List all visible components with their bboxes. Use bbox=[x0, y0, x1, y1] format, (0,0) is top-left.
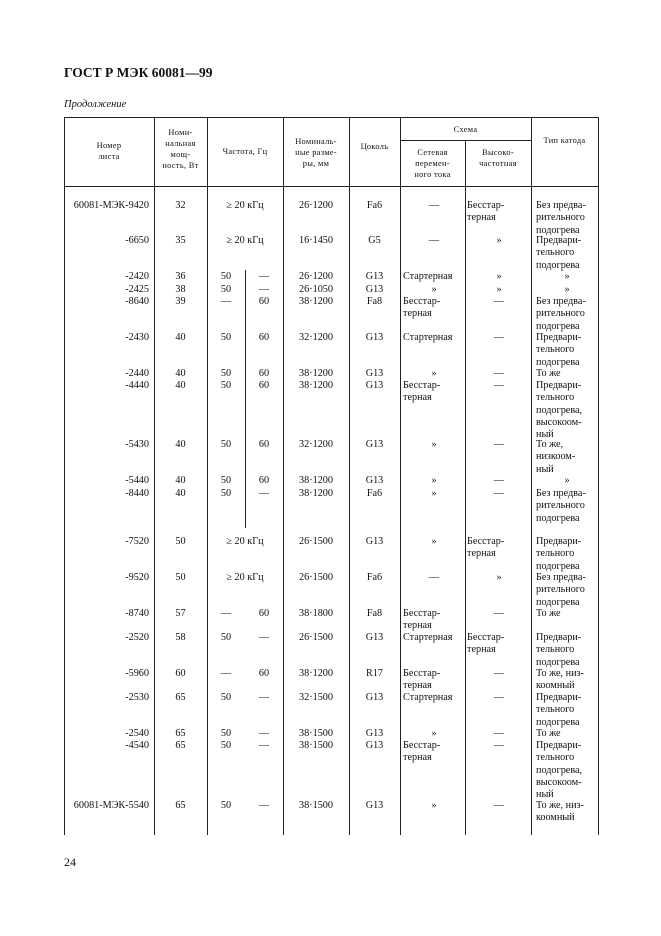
header-dims: Номиналь- ные разме- ры, мм bbox=[295, 137, 337, 168]
cell-dims: 38·1200 bbox=[299, 368, 333, 379]
cell-sheet: -5440 bbox=[125, 475, 149, 486]
cell-sheet: 60081-МЭК-5540 bbox=[73, 800, 149, 811]
cell-f60: 60 bbox=[258, 439, 270, 450]
cell-ac: Бесстар- терная bbox=[403, 668, 441, 692]
cell-base: R17 bbox=[366, 668, 383, 679]
cell-base: Fa6 bbox=[366, 572, 383, 583]
cell-sheet: -2520 bbox=[125, 632, 149, 643]
cell-base: G13 bbox=[365, 728, 384, 739]
cell-base: G13 bbox=[365, 332, 384, 343]
cell-dims: 26·1200 bbox=[299, 200, 333, 211]
cell-ac: » bbox=[431, 800, 437, 811]
header-scheme-hf: Высоко- частотная bbox=[479, 148, 517, 168]
cell-ac: Бесстар- терная bbox=[403, 380, 441, 404]
cell-ac: » bbox=[431, 488, 437, 499]
cell-f50: 50 bbox=[220, 800, 232, 811]
cell-hf: — bbox=[493, 800, 505, 811]
cell-cathode: Предвари- тельного подогрева bbox=[536, 692, 582, 728]
cell-sheet: -2430 bbox=[125, 332, 149, 343]
cell-hf: — bbox=[493, 728, 505, 739]
cell-power: 36 bbox=[175, 271, 186, 282]
cell-f60: 60 bbox=[258, 380, 270, 391]
cell-fhf: ≥ 20 кГц bbox=[226, 235, 264, 246]
cell-hf: » bbox=[496, 235, 502, 246]
cell-sheet: -5430 bbox=[125, 439, 149, 450]
cell-cathode: То же, низ- коомный bbox=[536, 800, 584, 824]
cell-sheet: -2540 bbox=[125, 728, 149, 739]
cell-sheet: -2420 bbox=[125, 271, 149, 282]
cell-ac: » bbox=[431, 536, 437, 547]
header-base: Цоколь bbox=[360, 142, 389, 151]
cell-ac: Стартерная bbox=[403, 271, 453, 282]
cell-cathode: » bbox=[564, 475, 570, 486]
cell-hf: — bbox=[493, 332, 505, 343]
cell-f50: 50 bbox=[220, 692, 232, 703]
cell-f50: 50 bbox=[220, 728, 232, 739]
cell-cathode: То же, низ- коомный bbox=[536, 668, 584, 692]
cell-power: 50 bbox=[175, 536, 186, 547]
cell-f60: 60 bbox=[258, 296, 270, 307]
cell-cathode: То же, низкоом- ный bbox=[536, 439, 576, 475]
cell-power: 65 bbox=[175, 692, 186, 703]
cell-base: Fa8 bbox=[366, 608, 383, 619]
cell-base: G13 bbox=[365, 632, 384, 643]
cell-power: 40 bbox=[175, 439, 186, 450]
cell-hf: Бесстар- терная bbox=[467, 200, 505, 224]
cell-dims: 16·1450 bbox=[299, 235, 333, 246]
cell-base: G13 bbox=[365, 740, 384, 751]
cell-f50: 50 bbox=[220, 439, 232, 450]
cell-hf: — bbox=[493, 668, 505, 679]
cell-power: 39 bbox=[175, 296, 186, 307]
cell-power: 58 bbox=[175, 632, 186, 643]
cell-f60: 60 bbox=[258, 475, 270, 486]
cell-power: 32 bbox=[175, 200, 186, 211]
cell-base: G13 bbox=[365, 536, 384, 547]
cell-base: G13 bbox=[365, 800, 384, 811]
cell-fhf: ≥ 20 кГц bbox=[226, 536, 264, 547]
cell-power: 65 bbox=[175, 728, 186, 739]
cell-sheet: -5960 bbox=[125, 668, 149, 679]
cell-sheet: -4440 bbox=[125, 380, 149, 391]
cell-cathode: То же bbox=[536, 728, 561, 739]
cell-f50: 50 bbox=[220, 475, 232, 486]
cell-sheet: -8640 bbox=[125, 296, 149, 307]
cell-power: 40 bbox=[175, 332, 186, 343]
cell-power: 40 bbox=[175, 368, 186, 379]
cell-f60: 60 bbox=[258, 608, 270, 619]
cell-cathode: » bbox=[564, 271, 570, 282]
cell-sheet: -9520 bbox=[125, 572, 149, 583]
cell-f50: 50 bbox=[220, 284, 232, 295]
cell-hf: — bbox=[493, 740, 505, 751]
cell-ac: » bbox=[431, 368, 437, 379]
header-sheet: Номер листа bbox=[96, 141, 122, 161]
cell-f60: — bbox=[258, 692, 270, 703]
cell-sheet: -4540 bbox=[125, 740, 149, 751]
cell-cathode: Предвари- тельного подогрева bbox=[536, 332, 582, 368]
cell-ac: — bbox=[428, 200, 440, 211]
cell-power: 40 bbox=[175, 475, 186, 486]
cell-hf: — bbox=[493, 488, 505, 499]
cell-ac: Бесстар- терная bbox=[403, 296, 441, 320]
cell-sheet: -6650 bbox=[125, 235, 149, 246]
cell-sheet: -7520 bbox=[125, 536, 149, 547]
cell-cathode: Предвари- тельного подогрева, высокоом- ный bbox=[536, 740, 583, 801]
cell-ac: » bbox=[431, 728, 437, 739]
cell-dims: 38·1500 bbox=[299, 728, 333, 739]
cell-f50: 50 bbox=[220, 632, 232, 643]
cell-hf: — bbox=[493, 608, 505, 619]
cell-cathode: Предвари- тельного подогрева bbox=[536, 235, 582, 271]
cell-hf: — bbox=[493, 368, 505, 379]
cell-cathode: » bbox=[564, 284, 570, 295]
cell-f60: — bbox=[258, 271, 270, 282]
header-power: Номи- нальная мощ- ность, Вт bbox=[162, 128, 199, 170]
cell-sheet: -8740 bbox=[125, 608, 149, 619]
cell-ac: » bbox=[431, 284, 437, 295]
cell-hf: » bbox=[496, 271, 502, 282]
cell-dims: 38·1200 bbox=[299, 488, 333, 499]
cell-f50: — bbox=[220, 668, 232, 679]
cell-power: 35 bbox=[175, 235, 186, 246]
cell-f60: — bbox=[258, 740, 270, 751]
cell-sheet: -8440 bbox=[125, 488, 149, 499]
cell-power: 40 bbox=[175, 380, 186, 391]
cell-f50: — bbox=[220, 608, 232, 619]
cell-ac: » bbox=[431, 475, 437, 486]
cell-ac: Бесстар- терная bbox=[403, 740, 441, 764]
cell-hf: — bbox=[493, 692, 505, 703]
cell-fhf: ≥ 20 кГц bbox=[226, 200, 264, 211]
cell-f60: — bbox=[258, 632, 270, 643]
cell-cathode: Предвари- тельного подогрева bbox=[536, 632, 582, 668]
cell-ac: — bbox=[428, 572, 440, 583]
cell-f50: 50 bbox=[220, 271, 232, 282]
cell-hf: — bbox=[493, 439, 505, 450]
cell-f60: — bbox=[258, 284, 270, 295]
cell-dims: 26·1500 bbox=[299, 572, 333, 583]
cell-sheet: 60081-МЭК-9420 bbox=[73, 200, 149, 211]
cell-sheet: -2530 bbox=[125, 692, 149, 703]
cell-power: 60 bbox=[175, 668, 186, 679]
cell-cathode: Без предва- рительного подогрева bbox=[536, 200, 586, 236]
cell-sheet: -2425 bbox=[125, 284, 149, 295]
cell-dims: 32·1500 bbox=[299, 692, 333, 703]
cell-base: G13 bbox=[365, 475, 384, 486]
cell-base: G13 bbox=[365, 271, 384, 282]
cell-ac: Стартерная bbox=[403, 692, 453, 703]
cell-base: Fa6 bbox=[366, 200, 383, 211]
cell-dims: 38·1500 bbox=[299, 800, 333, 811]
cell-power: 38 bbox=[175, 284, 186, 295]
cell-f60: 60 bbox=[258, 332, 270, 343]
cell-dims: 32·1200 bbox=[299, 439, 333, 450]
cell-hf: — bbox=[493, 475, 505, 486]
cell-f60: — bbox=[258, 488, 270, 499]
cell-fhf: ≥ 20 кГц bbox=[226, 572, 264, 583]
cell-hf: — bbox=[493, 380, 505, 391]
cell-hf: » bbox=[496, 284, 502, 295]
cell-f60: 60 bbox=[258, 668, 270, 679]
cell-cathode: То же bbox=[536, 368, 561, 379]
cell-base: Fa8 bbox=[366, 296, 383, 307]
cell-dims: 38·1200 bbox=[299, 296, 333, 307]
cell-cathode: Без предва- рительного подогрева bbox=[536, 488, 586, 524]
cell-power: 65 bbox=[175, 800, 186, 811]
cell-f50: 50 bbox=[220, 740, 232, 751]
cell-cathode: Предвари- тельного подогрева bbox=[536, 536, 582, 572]
cell-dims: 32·1200 bbox=[299, 332, 333, 343]
cell-base: G13 bbox=[365, 284, 384, 295]
cell-f60: — bbox=[258, 800, 270, 811]
cell-base: Fa6 bbox=[366, 488, 383, 499]
cell-power: 57 bbox=[175, 608, 186, 619]
cell-dims: 38·1200 bbox=[299, 380, 333, 391]
cell-ac: Стартерная bbox=[403, 632, 453, 643]
cell-sheet: -2440 bbox=[125, 368, 149, 379]
cell-f60: 60 bbox=[258, 368, 270, 379]
cell-ac: » bbox=[431, 439, 437, 450]
cell-f50: 50 bbox=[220, 380, 232, 391]
cell-cathode: Без предва- рительного подогрева bbox=[536, 572, 586, 608]
cell-dims: 38·1200 bbox=[299, 668, 333, 679]
cell-dims: 26·1200 bbox=[299, 271, 333, 282]
cell-cathode: Без предва- рительного подогрева bbox=[536, 296, 586, 332]
cell-ac: Бесстар- терная bbox=[403, 608, 441, 632]
cell-dims: 38·1200 bbox=[299, 475, 333, 486]
cell-f50: 50 bbox=[220, 332, 232, 343]
cell-f60: — bbox=[258, 728, 270, 739]
cell-hf: » bbox=[496, 572, 502, 583]
cell-base: G13 bbox=[365, 692, 384, 703]
page-number: 24 bbox=[64, 855, 76, 869]
cell-f50: 50 bbox=[220, 488, 232, 499]
cell-ac: — bbox=[428, 235, 440, 246]
cell-f50: 50 bbox=[220, 368, 232, 379]
continuation-label: Продолжение bbox=[64, 99, 127, 110]
cell-base: G5 bbox=[368, 235, 381, 246]
cell-dims: 26·1050 bbox=[299, 284, 333, 295]
cell-hf: Бесстар- терная bbox=[467, 536, 505, 560]
cell-cathode: Предвари- тельного подогрева, высокоом- ный bbox=[536, 380, 583, 441]
header-scheme: Схема bbox=[453, 125, 478, 134]
header-cathode: Тип катода bbox=[543, 136, 586, 145]
cell-base: G13 bbox=[365, 439, 384, 450]
cell-ac: Стартерная bbox=[403, 332, 453, 343]
cell-hf: — bbox=[493, 296, 505, 307]
document-title: ГОСТ Р МЭК 60081—99 bbox=[64, 65, 213, 80]
cell-dims: 38·1800 bbox=[299, 608, 333, 619]
header-frequency: Частота, Гц bbox=[222, 147, 268, 156]
cell-base: G13 bbox=[365, 380, 384, 391]
cell-cathode: То же bbox=[536, 608, 561, 619]
cell-power: 65 bbox=[175, 740, 186, 751]
header-scheme-ac: Сетевая перемен- ного тока bbox=[414, 148, 451, 179]
cell-base: G13 bbox=[365, 368, 384, 379]
cell-dims: 38·1500 bbox=[299, 740, 333, 751]
cell-dims: 26·1500 bbox=[299, 536, 333, 547]
cell-f50: — bbox=[220, 296, 232, 307]
cell-power: 50 bbox=[175, 572, 186, 583]
cell-dims: 26·1500 bbox=[299, 632, 333, 643]
cell-power: 40 bbox=[175, 488, 186, 499]
cell-hf: Бесстар- терная bbox=[467, 632, 505, 656]
